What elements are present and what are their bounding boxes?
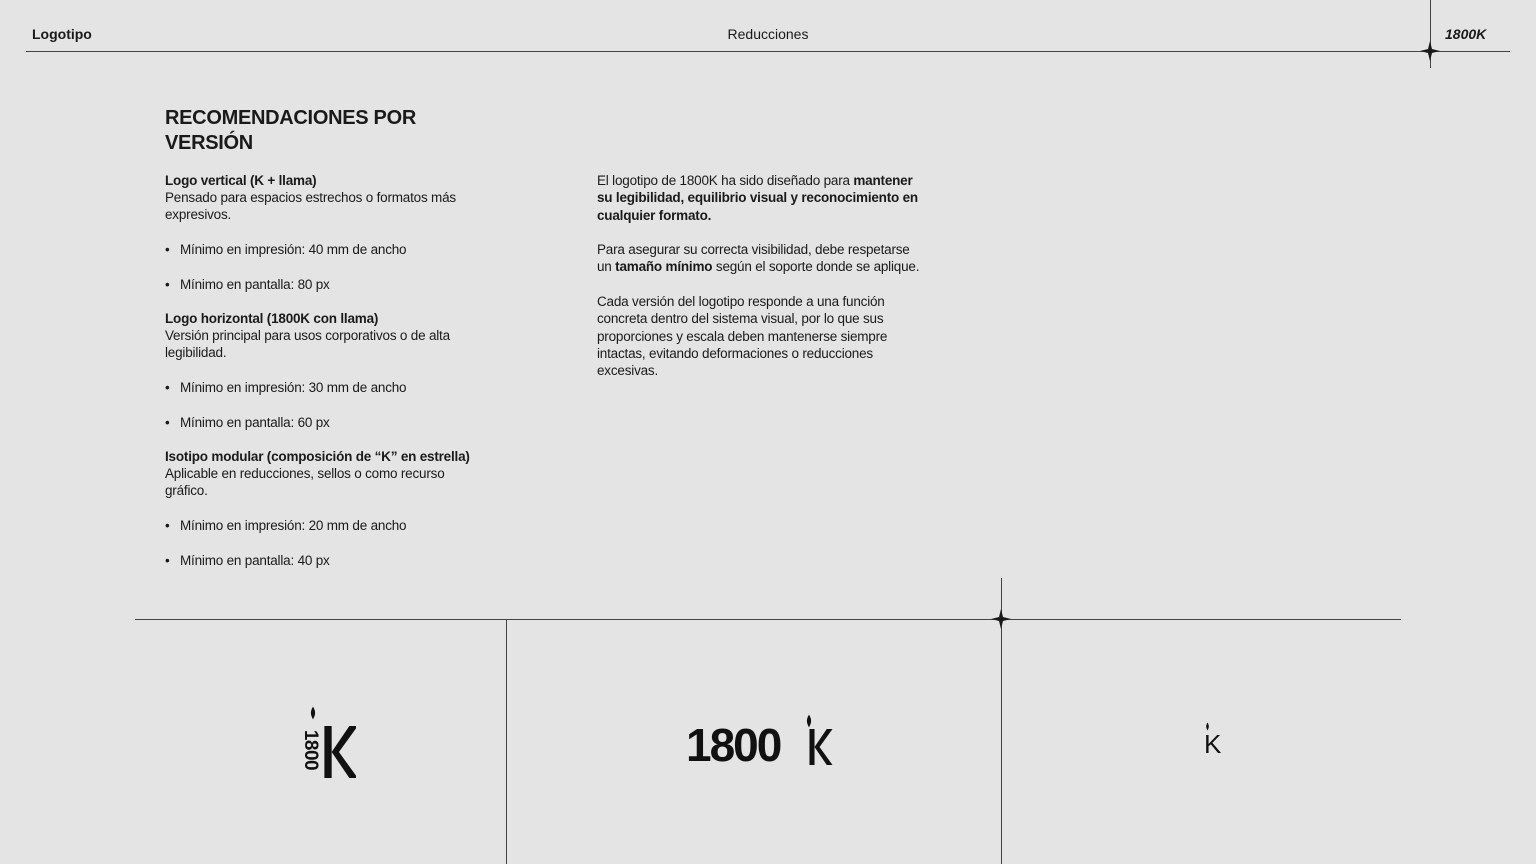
version-vertical-title: Logo vertical (K + llama) [165, 173, 317, 188]
star-icon [1420, 41, 1440, 61]
flame-icon [309, 706, 317, 720]
list-item: • Mínimo en pantalla: 80 px [165, 277, 330, 292]
list-item: • Mínimo en impresión: 30 mm de ancho [165, 380, 407, 395]
intro-paragraph-2: Para asegurar su correcta visibilidad, debe respetarse un tamaño mínimo según el soporte donde se aplique. [597, 242, 920, 275]
list-item: • Mínimo en impresión: 20 mm de ancho [165, 518, 407, 533]
version-horizontal-title: Logo horizontal (1800K con llama) [165, 311, 379, 326]
logo-grid-divider-1 [506, 619, 507, 864]
page-heading: RECOMENDACIONES POR VERSIÓN [165, 107, 416, 154]
version-horizontal-description: Versión principal para usos corporativos o de alta legibilidad. [165, 328, 450, 361]
version-isotipo-description: Aplicable en reducciones, sellos o como recurso gráfico. [165, 466, 445, 499]
header-section-label: Logotipo [32, 26, 92, 42]
logo-vertical [300, 706, 360, 776]
logo-vertical-number: 1800 [300, 729, 321, 771]
k-letter-icon [324, 726, 356, 778]
star-icon [991, 609, 1011, 629]
header-brand: 1800K [1445, 26, 1487, 42]
header-rule [26, 51, 1510, 52]
list-item: • Mínimo en pantalla: 60 px [165, 415, 330, 430]
header-page-title: Reducciones [727, 26, 809, 42]
version-isotipo-title: Isotipo modular (composición de “K” en estrella) [165, 449, 470, 464]
logo-horizontal [686, 712, 846, 772]
logo-isotipo [1204, 722, 1234, 758]
intro-paragraph-1: El logotipo de 1800K ha sido diseñado para mantener su legibilidad, equilibrio visual y reconocimiento en cualquier formato. [597, 173, 918, 223]
intro-paragraph-3: Cada versión del logotipo responde a una función concreta dentro del sistema visual, por lo que sus proporciones y escala deben mantenerse siempre intactas, evitando deformaciones o reducciones excesivas. [597, 294, 888, 379]
version-vertical-description: Pensado para espacios estrechos o formatos más expresivos. [165, 190, 456, 223]
k-letter-icon [805, 729, 837, 765]
logo-isotipo-letter: K [1204, 729, 1222, 759]
logo-grid-rule [135, 619, 1401, 620]
intro-text [597, 172, 927, 397]
logo-horizontal-number: 1800 [686, 719, 781, 771]
list-item: • Mínimo en impresión: 40 mm de ancho [165, 242, 407, 257]
flame-icon [805, 714, 813, 728]
list-item: • Mínimo en pantalla: 40 px [165, 553, 330, 568]
